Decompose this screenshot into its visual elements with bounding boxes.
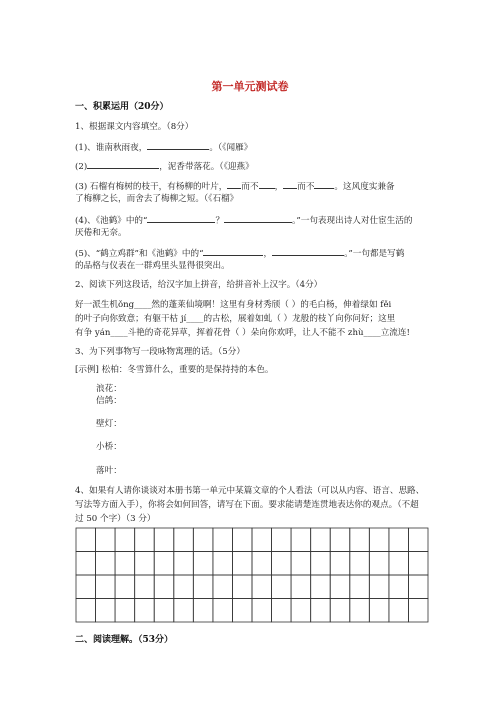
grid-cell[interactable] <box>193 599 213 623</box>
grid-cell[interactable] <box>232 528 252 552</box>
answer-blank[interactable] <box>87 159 159 169</box>
grid-cell[interactable] <box>369 599 389 623</box>
answer-blank[interactable] <box>272 246 344 256</box>
q3-item-luoye: 落叶： <box>96 466 122 476</box>
grid-cell[interactable] <box>350 528 370 552</box>
grid-cell[interactable] <box>76 528 96 552</box>
q1-line2 <box>75 159 435 173</box>
q1-line3-end: 。这风度实兼备 <box>334 182 395 192</box>
grid-cell[interactable] <box>232 599 252 623</box>
q1-line5-comma: ， <box>263 249 273 259</box>
answer-blank[interactable] <box>203 246 263 256</box>
q1-line2-end: ，泥香带落花。（《迎燕》 <box>159 162 254 172</box>
grid-cell[interactable] <box>96 528 116 552</box>
grid-cell[interactable] <box>291 528 311 552</box>
grid-cell[interactable] <box>350 552 370 576</box>
q1-line2-start: (2) <box>75 162 88 172</box>
grid-cell[interactable] <box>311 528 331 552</box>
grid-cell[interactable] <box>330 575 350 599</box>
q1-line4-start: (4)、《池鹤》中的“ <box>75 216 148 226</box>
q1-line1-start: (1)、谁南秋雨夜， <box>75 143 148 153</box>
grid-cell[interactable] <box>272 552 292 576</box>
grid-cell[interactable] <box>96 552 116 576</box>
q2-passage-line2: 的叶子向你致意；有躯干枯 jí____的古松，展着如虬（ ）龙般的枝丫向你问好；这里 <box>75 314 396 324</box>
grid-cell[interactable] <box>311 552 331 576</box>
q3-item-xiaoqiao: 小桥： <box>96 442 122 452</box>
grid-cell[interactable] <box>154 599 174 623</box>
grid-cell[interactable] <box>174 575 194 599</box>
grid-cell[interactable] <box>252 552 272 576</box>
q3-item-xinge: 信鸽： <box>96 396 122 406</box>
grid-cell[interactable] <box>135 552 155 576</box>
grid-cell[interactable] <box>174 599 194 623</box>
grid-cell[interactable] <box>272 575 292 599</box>
grid-cell[interactable] <box>115 552 135 576</box>
q1-line3-comma: ， <box>274 182 284 192</box>
answer-blank[interactable] <box>314 179 334 189</box>
grid-cell[interactable] <box>252 599 272 623</box>
grid-cell[interactable] <box>311 575 331 599</box>
grid-cell[interactable] <box>213 575 233 599</box>
grid-cell[interactable] <box>311 599 331 623</box>
q1-line5-start: (5)、“鹤立鸡群”和《池鹤》中的“ <box>75 249 204 259</box>
grid-cell[interactable] <box>154 575 174 599</box>
grid-cell[interactable] <box>291 575 311 599</box>
grid-cell[interactable] <box>272 528 292 552</box>
grid-cell[interactable] <box>135 599 155 623</box>
q2-prompt: 2、阅读下列这段话，给汉字加上拼音，给拼音补上汉字。（4分） <box>75 280 323 290</box>
q1-line3 <box>75 179 435 193</box>
answer-blank[interactable] <box>224 213 292 223</box>
q1-line4-cont: 厌倦和无奈。 <box>75 228 127 238</box>
grid-cell[interactable] <box>350 599 370 623</box>
grid-cell[interactable] <box>291 552 311 576</box>
grid-cell[interactable] <box>389 552 409 576</box>
grid-cell[interactable] <box>135 528 155 552</box>
grid-cell[interactable] <box>135 575 155 599</box>
answer-blank[interactable] <box>227 179 241 189</box>
q2-passage-line3: 有争 yán____斗艳的奇花异草，挥着花骨（ ）朵向你欢呼，让人不能不 zhù____立流连! <box>75 328 410 338</box>
grid-cell[interactable] <box>389 575 409 599</box>
grid-cell[interactable] <box>193 552 213 576</box>
grid-cell[interactable] <box>115 575 135 599</box>
q1-line3-cont: 了梅柳之长，而舍去了梅柳之短。（《石榴》 <box>75 194 239 204</box>
q1-line4 <box>75 213 435 227</box>
q1-line3-text: 而不 <box>241 182 259 192</box>
grid-cell[interactable] <box>76 575 96 599</box>
grid-cell[interactable] <box>76 599 96 623</box>
q3-item-langhua: 浪花： <box>96 384 122 394</box>
q4-prompt-line1: 4、如果有人请你谈谈对本册书第一单元中某篇文章的个人看法（可以从内容、语言、思路、 <box>75 486 425 496</box>
grid-cell[interactable] <box>232 575 252 599</box>
section1-heading: 一、积累运用（20分） <box>75 102 169 112</box>
grid-cell[interactable] <box>389 599 409 623</box>
grid-cell[interactable] <box>213 528 233 552</box>
answer-blank[interactable] <box>147 213 215 223</box>
grid-cell[interactable] <box>408 528 428 552</box>
answer-blank[interactable] <box>283 179 297 189</box>
q1-line4-end: 。”一句表现出诗人对仕宦生活的 <box>292 216 413 226</box>
answer-blank[interactable] <box>259 179 275 189</box>
q1-line1 <box>75 140 435 154</box>
grid-cell[interactable] <box>408 599 428 623</box>
grid-cell[interactable] <box>389 528 409 552</box>
grid-cell[interactable] <box>369 575 389 599</box>
grid-cell[interactable] <box>174 552 194 576</box>
q1-prompt: 1、根据课文内容填空。（8分） <box>75 122 194 132</box>
grid-cell[interactable] <box>193 575 213 599</box>
answer-blank[interactable] <box>147 140 209 150</box>
q4-prompt-line2: 写法等方面入手），你将会如何回答，请写在下面。要求能请楚连贯地表达你的观点。（不超 <box>75 500 419 510</box>
grid-cell[interactable] <box>96 599 116 623</box>
grid-cell[interactable] <box>154 528 174 552</box>
grid-cell[interactable] <box>193 528 213 552</box>
q3-item-bideng: 壁灯： <box>96 419 122 429</box>
grid-cell[interactable] <box>213 552 233 576</box>
grid-cell[interactable] <box>330 528 350 552</box>
grid-cell[interactable] <box>154 552 174 576</box>
q1-line1-end: 。（《闻雁》 <box>209 143 253 153</box>
grid-cell[interactable] <box>291 599 311 623</box>
q1-line5 <box>75 246 435 260</box>
grid-cell[interactable] <box>115 528 135 552</box>
q1-line3-text2: 而不 <box>297 182 315 192</box>
grid-cell[interactable] <box>232 552 252 576</box>
q4-prompt-line3: 过 50 个字）（3 分） <box>75 514 156 524</box>
grid-cell[interactable] <box>408 552 428 576</box>
q1-line4-q: ？ <box>215 216 225 226</box>
grid-cell[interactable] <box>369 552 389 576</box>
q1-line3-start: (3) 石榴有梅树的枝干，有杨柳的叶片， <box>75 182 228 192</box>
grid-cell[interactable] <box>96 575 116 599</box>
answer-grid[interactable] <box>75 527 430 625</box>
grid-cell[interactable] <box>272 599 292 623</box>
grid-cell[interactable] <box>350 575 370 599</box>
grid-cell[interactable] <box>330 599 350 623</box>
grid-cell[interactable] <box>252 528 272 552</box>
q1-line5-end: 。”一句都是写鹤 <box>344 249 405 259</box>
grid-cell[interactable] <box>408 575 428 599</box>
grid-cell[interactable] <box>115 599 135 623</box>
page-title: 第一单元测试卷 <box>211 80 289 93</box>
q3-prompt: 3、为下列事物写一段咏物寓理的话。（5分） <box>75 347 245 357</box>
q3-example: [示例] 松柏：冬雪算什么，重要的是保持持的本色。 <box>75 365 274 375</box>
q1-line5-cont: 的品格与仪表在一群鸡里头显得很突出。 <box>75 261 230 271</box>
q2-passage-line1: 好一派生机ǒng____然的蓬莱仙境啊！这里有身材秀颀（ ）的毛白杨，伸着绿如 fěi <box>75 300 392 310</box>
grid-cell[interactable] <box>76 552 96 576</box>
grid-cell[interactable] <box>330 552 350 576</box>
section2-heading: 二、阅读理解。（53分） <box>75 635 174 645</box>
grid-cell[interactable] <box>252 575 272 599</box>
answer-grid-svg <box>75 527 430 625</box>
grid-cell[interactable] <box>369 528 389 552</box>
grid-cell[interactable] <box>174 528 194 552</box>
grid-cell[interactable] <box>213 599 233 623</box>
